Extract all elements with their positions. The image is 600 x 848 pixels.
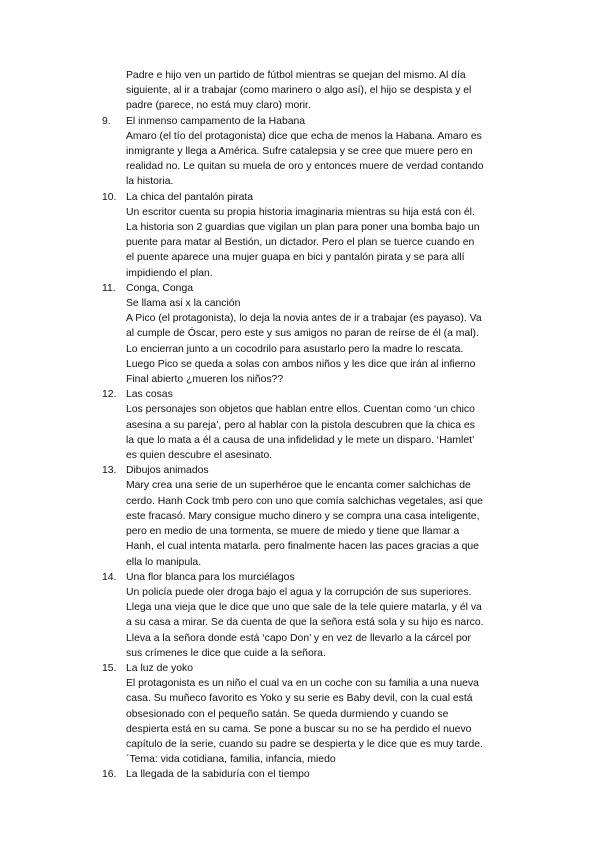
item-heading — [102, 570, 526, 585]
item-description: El protagonista es un niño el cual va en un coche con su familia a una nueva casa. Su muñeco favorito es Yoko y su serie es Baby devil, con la cual está obsesionado con el pequeño satán. Se queda durmiendo y cuando se despierta está en su cama. Se pone a buscar su no se ha perdido el nuevo capítulo de la serie, cuando su padre se despierta y le dice que es muy tarde. ´Tema: vida cotidiana, familia, infancia, miedo — [126, 678, 483, 766]
item-heading — [102, 387, 526, 402]
list-item-12 — [102, 387, 526, 463]
list-item-9 — [102, 114, 526, 190]
item-description: Un policía puede oler droga bajo el agua y la corrupción de sus superiores. Llega una vieja que le dice que uno que sale de la tele quiere matarla, y él va a su casa a mirar. Se da cuenta de que la señora está sola y su hijo es narco. Lleva a la señora donde está ‘capo Don’ y en vez de llevarlo a la cárcel por sus crímenes le dice que cuide a la señora. — [126, 586, 484, 659]
item-number: 12. — [102, 389, 117, 401]
list-item-13 — [102, 463, 526, 569]
item-description: Mary crea una serie de un superhéroe que le encanta comer salchichas de cerdo. Hanh Cock tmb pero con uno que comía salchichas vegetales, así que este fracasó. Mary consigue mucho dinero y se compra una casa inteligente, pero en medio de una tormenta, se muere de miedo y tiene que llamar a Hanh, el cual intenta matarla. pero finalmente hacen las paces gracias a que ella lo manipula. — [126, 480, 483, 568]
item-description: Los personajes son objetos que hablan entre ellos. Cuentan como ‘un chico asesina a su pareja’, pero al hablar con la pistola descubren que la chica es la que lo mata a él a causa de una infidelidad y le mete un disparo. ‘Hamlet’ es quien descubre el asesinato. — [126, 404, 475, 462]
list-item-15 — [102, 661, 526, 767]
item-heading — [102, 281, 526, 296]
item-number: 10. — [102, 191, 117, 203]
list-item-16 — [102, 767, 526, 782]
item-heading — [102, 661, 526, 676]
list-item-10 — [102, 190, 526, 281]
item-heading — [102, 767, 526, 782]
item-number: 14. — [102, 571, 117, 583]
intro-paragraph: Padre e hijo ven un partido de fútbol mientras se quejan del mismo. Al día siguiente, al ir a trabajar (como marinero o algo así), el hijo se despista y el padre (parece, no está muy claro) morir. — [126, 70, 472, 112]
item-title: Las cosas — [126, 389, 173, 401]
item-title: Dibujos animados — [126, 465, 209, 477]
item-heading — [102, 463, 526, 478]
item-title: Una flor blanca para los murciélagos — [126, 571, 295, 583]
item-number: 9. — [102, 115, 111, 127]
item-title: La chica del pantalón pirata — [126, 191, 254, 203]
item-heading — [102, 190, 526, 205]
item-number: 16. — [102, 769, 117, 781]
item-heading — [102, 114, 526, 129]
item-description: Un escritor cuenta su propia historia imaginaria mientras su hija está con él. La historia son 2 guardias que vigilan un plan para poner una bomba bajo un puente para matar al Bestión, un dictador. Pero el plan se tuerce cuando en el puente aparece una mujer guapa en bici y pantalón pirata y se para allí impidiendo el plan. — [126, 206, 480, 279]
item-description: Amaro (el tío del protagonista) dice que echa de menos la Habana. Amaro es inmigrante y llega a América. Sufre catalepsia y se cree que muere pero en realidad no. Le quitan su muela de oro y entonces muere de verdad contando la historia. — [126, 130, 484, 188]
item-title: El inmenso campamento de la Habana — [126, 115, 306, 127]
item-number: 15. — [102, 662, 117, 674]
item-number: 11. — [102, 282, 116, 294]
item-title: Conga, Conga — [126, 282, 194, 294]
item-title: La llegada de la sabiduría con el tiempo — [126, 769, 310, 781]
item-number: 13. — [102, 465, 117, 477]
item-title: La luz de yoko — [126, 662, 194, 674]
list-item-11 — [102, 281, 526, 387]
list-item-14 — [102, 570, 526, 661]
item-description: Se llama asi x la canción A Pico (el protagonista), lo deja la novia antes de ir a trabajar (es payaso). Va al cumple de Óscar, pero este y sus amigos no paran de reírse de él (a mal). Lo encierran junto a un cocodrilo para asustarlo pero la madre lo rescata. Luego Pico se queda a solas con ambos niños y les dice que irán al infierno Final abierto ¿mueren los niños?? — [126, 298, 482, 386]
document-content — [102, 68, 526, 783]
